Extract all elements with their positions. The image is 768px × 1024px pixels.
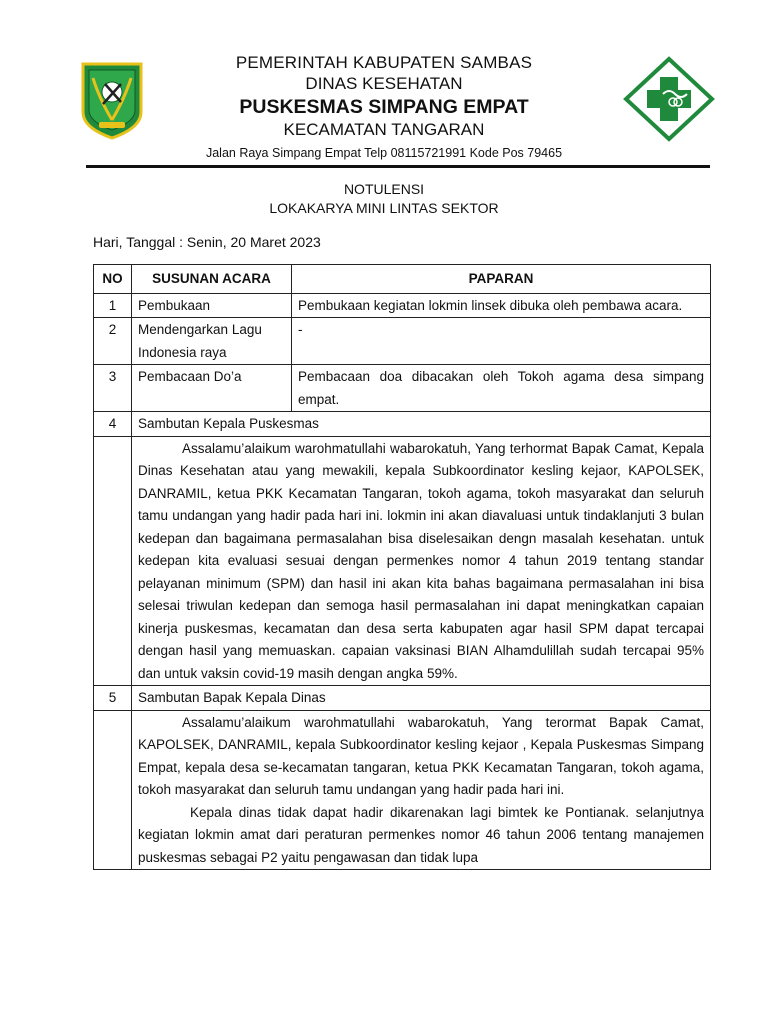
row-paparan: Pembukaan kegiatan lokmin linsek dibuka oleh pembawa acara. <box>292 293 711 318</box>
row-acara: Mendengarkan Lagu Indonesia raya <box>132 318 292 365</box>
document-subtitle: LOKAKARYA MINI LINTAS SEKTOR <box>269 200 499 216</box>
address-line: Jalan Raya Simpang Empat Telp 08115721991 Kode Pos 79465 <box>205 146 563 160</box>
section-5-title: Sambutan Bapak Kepala Dinas <box>132 686 711 711</box>
row-no: 2 <box>94 318 132 365</box>
empty-cell <box>94 710 132 870</box>
letterhead-divider <box>86 165 710 168</box>
government-name: PEMERINTAH KABUPATEN SAMBAS <box>235 53 533 72</box>
row-paparan: Pembacaan doa dibacakan oleh Tokoh agama desa simpang empat. <box>292 365 711 412</box>
row-paparan: - <box>292 318 711 365</box>
table-row <box>94 293 711 318</box>
empty-cell <box>94 436 132 686</box>
header-no: NO <box>94 265 132 294</box>
row-acara: Pembukaan <box>132 293 292 318</box>
date-line: Hari, Tanggal : Senin, 20 Maret 2023 <box>93 234 321 250</box>
header-paparan: PAPARAN <box>292 265 711 294</box>
document-title: NOTULENSI <box>343 181 425 197</box>
section-5-paragraph-2: Kepala dinas tidak dapat hadir dikarenakan lagi bimtek ke Pontianak. selanjutnya kegiatan lokmin amat dari peraturan permenkes nomor 46 tahun 2006 tentang manajemen puskesmas sebagai P2 yaitu pengawasan dan tidak lupa <box>138 804 704 865</box>
table-row <box>94 318 711 365</box>
section-body-row <box>94 436 711 686</box>
section-5-no: 5 <box>94 686 132 711</box>
section-4-body: Assalamu’alaikum warohmatullahi wabarokatuh, Yang terhormat Bapak Camat, Kepala Dinas Kesehatan atau yang mewakili, kepala Subkoordinator kesling kejaor, KAPOLSEK, DANRAMIL, ketua PKK Kecamatan Tangaran, tokoh agama, tokoh masyarakat dan seluruh tamu undangan yang hadir pada hari ini. lokmin ini akan diavaluasi untuk tindaklanjuti 3 bulan kedepan dan bagaimana permasalahan bisa diselesaikan dengn masalah kesehatan. untuk kedepan kita evaluasi sesuai dengan permenkes nomor 4 tahun 2019 tentang standar pelayanan minimum (SPM) dan hasil ini akan kita bahas bagaimana permasalahan ini bisa selesai triwulan kedepan dan semoga hasil permasalahan ini dapat meningkatkan capaian kinerja puskesmas, kecamatan dan desa serta kabupaten agar hasil SPM dapat tercapai dengan hasil yang memuaskan. capaian vaksinasi BIAN Alhamdulillah sudah tercapai 95% dan untuk vaksin covid-19 masih dengan angka 59%. <box>132 436 711 686</box>
header-acara: SUSUNAN ACARA <box>132 265 292 294</box>
letterhead <box>0 0 768 172</box>
section-5-body <box>132 710 711 870</box>
agenda-table <box>93 264 711 870</box>
section-5-paragraph-1: Assalamu’alaikum warohmatullahi wabarokatuh, Yang terormat Bapak Camat, KAPOLSEK, DANRAMIL, kepala Subkoordinator kesling kejaor , Kepala Puskesmas Simpang Empat, kepala desa se-kecamatan tangaran, ketua PKK Kecamatan Tangaran, tokoh agama, tokoh masyarakat dan seluruh tamu undangan yang hadir pada hari ini. <box>138 714 704 797</box>
table-header-row <box>94 265 711 294</box>
puskesmas-logo-icon <box>623 56 715 142</box>
section-4-no: 4 <box>94 412 132 437</box>
row-acara: Pembacaan Do’a <box>132 365 292 412</box>
section-body-row <box>94 710 711 870</box>
row-no: 1 <box>94 293 132 318</box>
letterhead-text <box>160 52 608 164</box>
department-name: DINAS KESEHATAN <box>305 74 463 93</box>
sambas-regency-emblem-icon <box>79 58 145 140</box>
table-row <box>94 365 711 412</box>
section-heading-row <box>94 412 711 437</box>
row-no: 3 <box>94 365 132 412</box>
section-heading-row <box>94 686 711 711</box>
institution-name: PUSKESMAS SIMPANG EMPAT <box>239 96 529 118</box>
section-4-title: Sambutan Kepala Puskesmas <box>132 412 711 437</box>
district-name: KECAMATAN TANGARAN <box>283 120 485 139</box>
